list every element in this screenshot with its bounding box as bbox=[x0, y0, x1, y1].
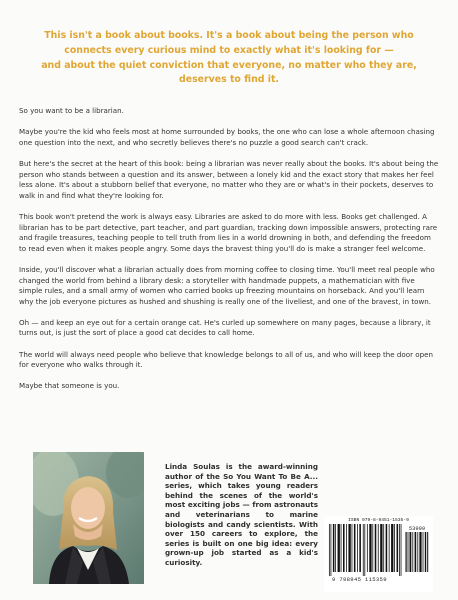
author-bio bbox=[165, 462, 318, 568]
blurb-paragraph: Inside, you'll discover what a librarian actually does from morning coffee to closing time. You'll meet real people who changed the world from behind a library desk: a storyteller with handmade puppets, a mathematician with five simple rules, and a small army of women who carried books up freezing mountains on horseback. And you'll learn why the job everyone pictures as hushed and shushing is really one of the liveliest, and one of the bravest, in town. bbox=[19, 264, 435, 306]
headline-line-2: connects every curious mind to exactly what it's looking for — bbox=[64, 44, 394, 56]
isbn-barcode bbox=[324, 516, 433, 592]
blurb-paragraph: Oh — and keep an eye out for a certain orange cat. He's curled up somewhere on many pages, because a library, it turns out, is just the sort of place a good cat decides to call home. bbox=[19, 317, 431, 338]
headline-line-3: and about the quiet conviction that everyone, no matter who they are, bbox=[41, 59, 417, 71]
barcode-bars bbox=[328, 524, 402, 576]
blurb-paragraph: But here's the secret at the heart of this book: being a librarian was never really about the books. It's about being the person who stands between a question and its answer, between a lonely kid and the exact story that makes her feel less alone. It's about a stubborn belief that everyone, no matter who they are or what's in their pockets, deserves to walk in and find what they're looking for. bbox=[19, 158, 439, 200]
author-bio-text: is the award-winning author of the So You Want To Be A... series, which takes young readers behind the scenes of the world's most exciting jobs — from astronauts and veterinarians to marine biologists and candy scientists. With over 150 careers to explore, the series is built on one big idea: every grown-up job started as a kid's curiosity. bbox=[165, 462, 318, 567]
blurb-paragraph: This book won't pretend the work is always easy. Libraries are asked to do more with less. Books get challenged. A librarian has to be part detective, part teacher, and part guardian, tracking down impossible answers, protecting rare and fragile treasures, teaching people to tell truth from lies in a world drowning in both, and defending the freedom to read even when it makes people angry. Some days the bravest thing you'll do is make a stranger feel welcome. bbox=[19, 211, 438, 253]
author-photo bbox=[33, 452, 144, 584]
blurb-body bbox=[19, 106, 439, 403]
blurb-paragraph: Maybe you're the kid who feels most at home surrounded by books, the one who can lose a whole afternoon chasing one question into the next, and who secretly believes there's no puzzle a good search can't crack. bbox=[19, 127, 435, 147]
author-name: Linda Soulas bbox=[165, 462, 220, 471]
headline-line-1: This isn't a book about books. It's a book about being the person who bbox=[44, 30, 414, 41]
isbn-digits: 9 798945 115359 bbox=[332, 576, 387, 583]
back-cover-headline bbox=[30, 29, 428, 88]
blurb-paragraph: Maybe that someone is you. bbox=[19, 381, 120, 391]
addon-number: 53999 bbox=[408, 526, 426, 532]
addon-bars bbox=[405, 532, 429, 572]
headline-line-4: deserves to find it. bbox=[179, 74, 279, 86]
isbn-label: ISBN 979-8-9451-1535-9 bbox=[348, 518, 409, 523]
blurb-paragraph: The world will always need people who believe that knowledge belongs to all of us, and who will keep the door open for everyone who walks through it. bbox=[19, 349, 433, 370]
blurb-paragraph: So you want to be a librarian. bbox=[19, 106, 124, 115]
price-addon bbox=[405, 526, 429, 576]
